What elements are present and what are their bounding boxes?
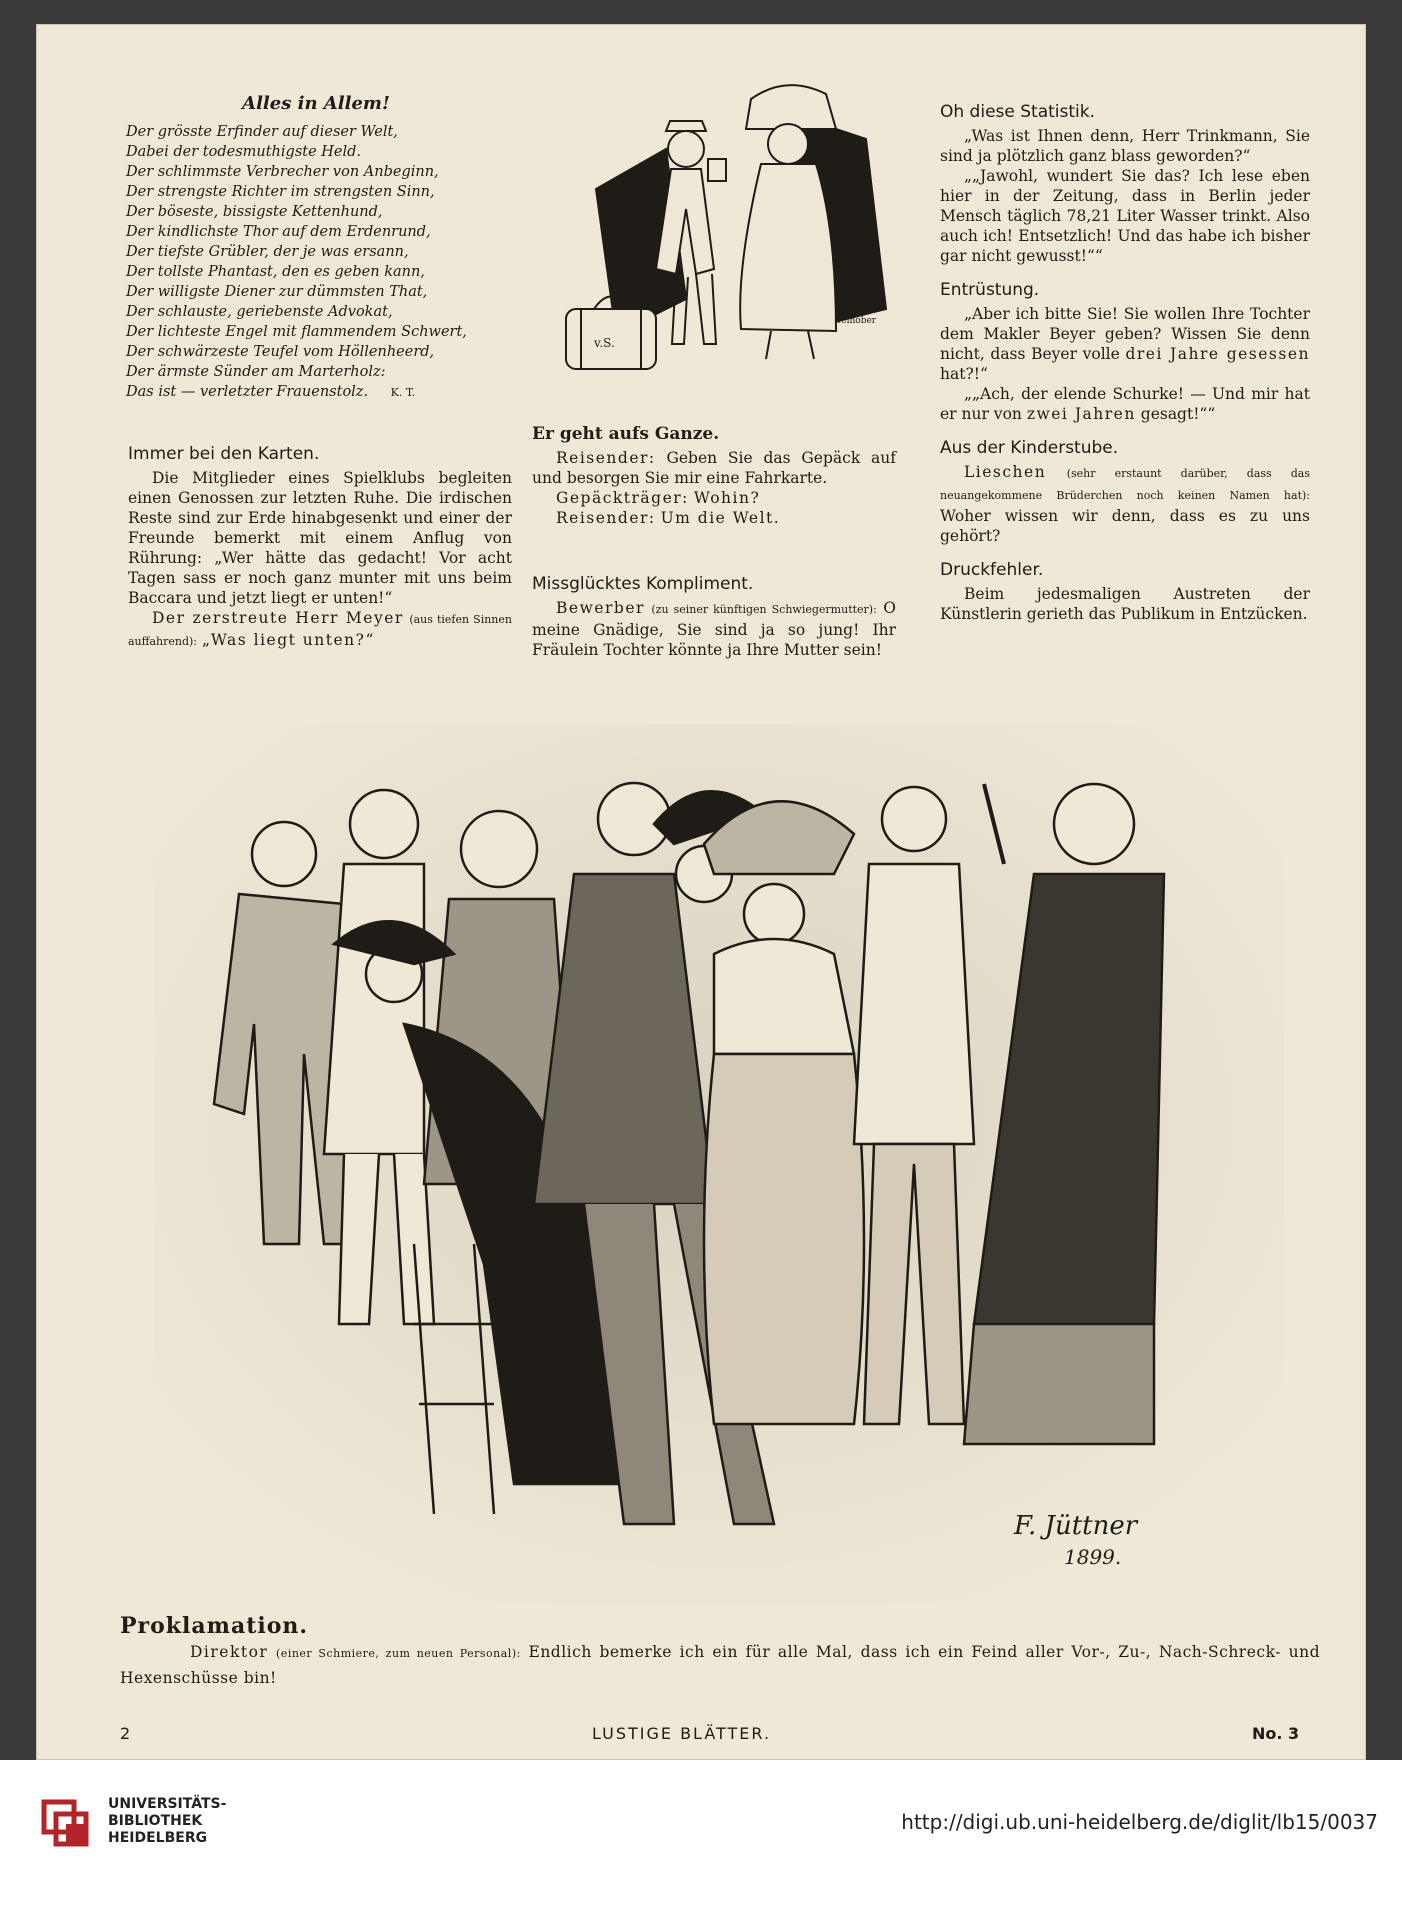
kompliment-text: O meine Gnädige, Sie sind ja so jung! Ihr Fräulein Tochter könnte ja Ihre Mutter sein! bbox=[532, 599, 896, 659]
poem-title: Alles in Allem! bbox=[242, 93, 390, 114]
library-logo-icon bbox=[40, 1798, 96, 1854]
poem-lines bbox=[126, 122, 506, 382]
library-name-line-3: HEIDELBERG bbox=[108, 1830, 208, 1846]
library-name-line-1: UNIVERSITÄTS- bbox=[108, 1796, 227, 1812]
entruestung-p1-c: hat?!“ bbox=[940, 365, 988, 383]
proklamation-speaker: Direktor bbox=[190, 1643, 269, 1661]
entruestung-p2-b: zwei Jahren bbox=[1026, 405, 1136, 423]
ganze-text-1: Geben Sie das Gepäck auf und besorgen Sie mir eine Fahrkarte. bbox=[532, 449, 896, 487]
right-column bbox=[940, 102, 1310, 638]
ganze-line-2 bbox=[532, 488, 896, 508]
poem-line: Der schlauste, geriebenste Advokat, bbox=[126, 304, 393, 320]
statistik-heading: Oh diese Statistik. bbox=[940, 102, 1096, 122]
page-number: 2 bbox=[120, 1724, 133, 1743]
entruestung-p2-a: „„Ach, der elende Schurke! — Und mir hat er nur von bbox=[940, 385, 1310, 423]
kinderstube-heading: Aus der Kinderstube. bbox=[940, 438, 1119, 458]
ganze-line-1 bbox=[532, 448, 896, 488]
poem-author: K. T. bbox=[390, 386, 416, 399]
article-kompliment bbox=[532, 574, 896, 660]
main-illustration bbox=[154, 724, 1284, 1604]
kompliment-paragraph bbox=[532, 598, 896, 660]
poem bbox=[126, 94, 506, 403]
kinderstube-note: (sehr erstaunt darüber, dass das neuangekommene Brüderchen noch keinen Namen hat): bbox=[940, 467, 1310, 502]
ganze-speaker-3: Reisender: bbox=[556, 509, 656, 527]
entruestung-p1-a: „Aber ich bitte Sie! Sie wollen Ihre Tochter dem Makler Beyer geben? Wissen Sie denn nicht, dass Beyer volle bbox=[940, 305, 1310, 363]
druckfehler-paragraph: Beim jedesmaligen Austreten der Künstlerin gerieth das Publikum in Entzücken. bbox=[940, 585, 1310, 623]
kinderstube-speaker: Lieschen bbox=[964, 463, 1047, 481]
publication-title: LUSTIGE BLÄTTER. bbox=[592, 1724, 772, 1743]
library-name bbox=[108, 1796, 226, 1847]
entruestung-p2 bbox=[940, 384, 1310, 424]
poem-line: Der lichteste Engel mit flammendem Schwert, bbox=[126, 324, 467, 340]
kompliment-note: (zu seiner künftigen Schwiegermutter): bbox=[651, 603, 877, 616]
poem-last-line bbox=[126, 382, 506, 403]
proklamation-paragraph bbox=[120, 1640, 1320, 1690]
source-url-link[interactable]: http://digi.ub.uni-heidelberg.de/diglit/lb15/0037 bbox=[901, 1810, 1378, 1834]
article-proklamation bbox=[120, 1613, 1320, 1690]
article-entruestung bbox=[940, 280, 1310, 424]
ganze-heading: Er geht aufs Ganze. bbox=[532, 424, 720, 444]
druckfehler-heading: Druckfehler. bbox=[940, 560, 1044, 580]
karten-speaker: Der zerstreute Herr Meyer bbox=[152, 609, 404, 627]
karten-paragraph: Die Mitglieder eines Spielklubs begleiten einen Genossen zur letzten Ruhe. Die irdischen Reste sind zur Erde hinabgesenkt und einer der Freunde bemerkt mit einem Anflug von Rührung: „Wer hätte das gedacht! Vor acht Tagen sass er noch ganz munter mit uns beim Baccara und jetzt liegt er unten!“ bbox=[128, 469, 512, 607]
poem-line: Der schwärzeste Teufel vom Höllenheerd, bbox=[126, 344, 435, 360]
karten-note: (aus tiefen Sinnen auffahrend): bbox=[128, 613, 512, 648]
article-statistik bbox=[940, 102, 1310, 266]
entruestung-heading: Entrüstung. bbox=[940, 280, 1040, 300]
newspaper-page bbox=[36, 24, 1366, 1760]
article-ganze bbox=[532, 424, 896, 528]
kompliment-heading: Missglücktes Kompliment. bbox=[532, 574, 754, 594]
ganze-speaker-2: Gepäckträger: bbox=[556, 489, 689, 507]
kinderstube-text: Woher wissen wir denn, dass es zu uns gehört? bbox=[940, 507, 1310, 545]
ganze-speaker-1: Reisender: bbox=[556, 449, 656, 467]
poem-line: Der strengste Richter im strengsten Sinn, bbox=[126, 184, 435, 200]
ganze-text-3: Um die Welt. bbox=[660, 509, 781, 527]
ganze-text-2: Wohin? bbox=[693, 489, 761, 507]
poem-line: Der kindlichste Thor auf dem Erdenrund, bbox=[126, 224, 431, 240]
kinderstube-paragraph bbox=[940, 462, 1310, 546]
poem-last-line-text: Das ist — verletzter Frauenstolz. bbox=[126, 384, 369, 400]
poem-line: Der grösste Erfinder auf dieser Welt, bbox=[126, 124, 398, 140]
library-bar bbox=[0, 1760, 1402, 1927]
karten-quote: „Was liegt unten?“ bbox=[201, 631, 375, 649]
article-karten bbox=[128, 444, 512, 652]
illustration-signature: F. Jüttner bbox=[1014, 1511, 1138, 1541]
library-name-line-2: BIBLIOTHEK bbox=[108, 1813, 203, 1829]
bag-label: v.S. bbox=[594, 336, 615, 350]
entruestung-p1-b: drei Jahre gesessen bbox=[1125, 345, 1310, 363]
poem-line: Der ärmste Sünder am Marterholz: bbox=[126, 364, 386, 380]
statistik-p2: „„Jawohl, wundert Sie das? Ich lese eben hier in der Zeitung, dass in Berlin jeder Mensch täglich 78,21 Liter Wasser trinkt. Also auch ich! Entsetzlich! Und das habe ich bisher gar nicht gewusst!““ bbox=[940, 167, 1310, 265]
article-druckfehler bbox=[940, 560, 1310, 624]
karten-heading: Immer bei den Karten. bbox=[128, 444, 320, 464]
illustration-year: 1899. bbox=[1064, 1545, 1122, 1569]
entruestung-p1 bbox=[940, 304, 1310, 384]
poem-line: Der willigste Diener zur dümmsten That, bbox=[126, 284, 428, 300]
issue-number: No. 3 bbox=[1252, 1724, 1300, 1743]
entruestung-p2-c: gesagt!““ bbox=[1140, 405, 1216, 423]
poem-line: Dabei der todesmuthigste Held. bbox=[126, 144, 362, 160]
sketch-illustration bbox=[536, 69, 946, 414]
poem-line: Der schlimmste Verbrecher von Anbeginn, bbox=[126, 164, 439, 180]
ganze-line-3 bbox=[532, 508, 896, 528]
poem-line: Der tollste Phantast, den es geben kann, bbox=[126, 264, 425, 280]
article-kinderstube bbox=[940, 438, 1310, 546]
proklamation-heading: Proklamation. bbox=[120, 1613, 309, 1639]
karten-paragraph-2 bbox=[128, 608, 512, 652]
sketch-signature: Teinöber bbox=[836, 316, 877, 326]
kompliment-speaker: Bewerber bbox=[556, 599, 645, 617]
statistik-p1: „Was ist Ihnen denn, Herr Trinkmann, Sie sind ja plötzlich ganz blass geworden?“ bbox=[940, 127, 1310, 165]
poem-line: Der tiefste Grübler, der je was ersann, bbox=[126, 244, 409, 260]
proklamation-text: Endlich bemerke ich ein für alle Mal, dass ich ein Feind aller Vor-, Zu-, Nach-Schreck- und Hexenschüsse bin! bbox=[120, 1643, 1320, 1687]
poem-line: Der böseste, bissigste Kettenhund, bbox=[126, 204, 383, 220]
proklamation-note: (einer Schmiere, zum neuen Personal): bbox=[276, 1647, 521, 1660]
